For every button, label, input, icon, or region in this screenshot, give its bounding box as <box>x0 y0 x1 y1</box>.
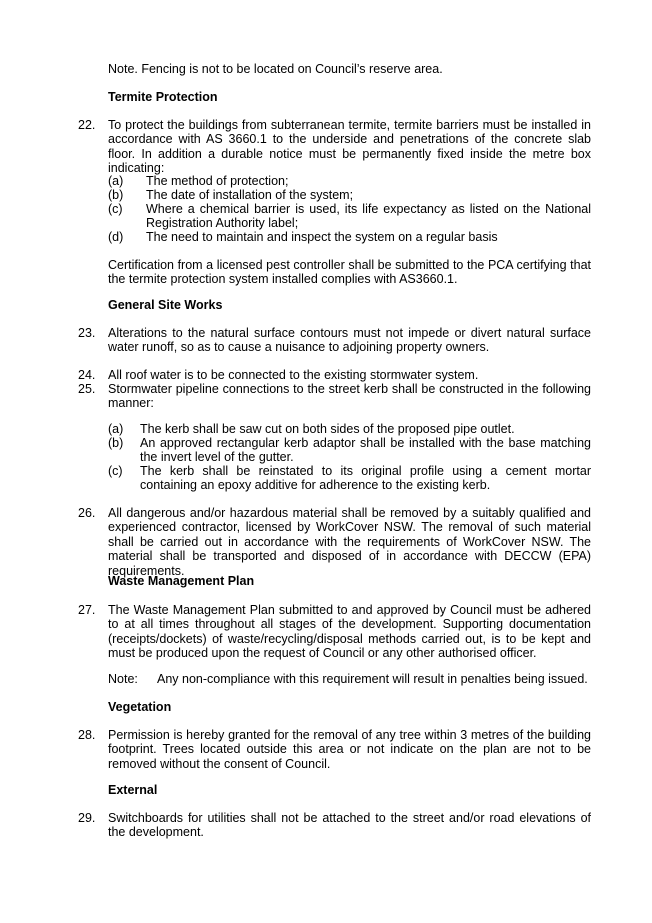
item-22-b-text: The date of installation of the system; <box>146 188 354 202</box>
item-27-text: The Waste Management Plan submitted to and approved by Council must be adhered to at all times throughout all stages of the development. Supporting documentation (receipts/dockets) of waste/recycling/disposal methods carried out, is to be kept and must be produced upon the request of Council or any other authorised officer. <box>108 603 591 661</box>
termite-heading: Termite Protection <box>108 90 218 104</box>
item-28-text: Permission is hereby granted for the removal of any tree within 3 metres of the building footprint. Trees located outside this area or not indicate on the plan are not to be removed without the consent of Council. <box>108 728 591 771</box>
item-22-c-text: Where a chemical barrier is used, its life expectancy as listed on the National Registration Authority label; <box>146 202 591 231</box>
item-28-number: 28. <box>78 728 96 742</box>
item-25-text: Stormwater pipeline connections to the street kerb shall be constructed in the following manner: <box>108 382 591 411</box>
waste-heading: Waste Management Plan <box>108 574 255 588</box>
item-22-text: To protect the buildings from subterranean termite, termite barriers must be installed in accordance with AS 3660.1 to the underside and penetrations of the concrete slab floor. In addition a durable notice must be permanently fixed inside the metre box indicating: <box>108 118 591 176</box>
waste-note-label: Note: <box>108 672 138 686</box>
vegetation-heading: Vegetation <box>108 700 172 714</box>
item-22-d-label: (d) <box>108 230 124 244</box>
item-25-number: 25. <box>78 382 96 396</box>
item-22-b-label: (b) <box>108 188 124 202</box>
item-26-number: 26. <box>78 506 96 520</box>
item-25-c-label: (c) <box>108 464 123 478</box>
item-22-d-text: The need to maintain and inspect the system on a regular basis <box>146 230 498 244</box>
external-heading: External <box>108 783 158 797</box>
item-23-text: Alterations to the natural surface contours must not impede or divert natural surface water runoff, so as to cause a nuisance to adjoining property owners. <box>108 326 591 355</box>
item-22-a-label: (a) <box>108 174 124 188</box>
item-26-text: All dangerous and/or hazardous material shall be removed by a suitably qualified and experienced contractor, licensed by WorkCover NSW. The removal of such material shall be carried out in accordance with the requirements of WorkCover NSW. The material shall be transported and disposed of in accordance with DECCW (EPA) requirements. <box>108 506 591 578</box>
certification-text: Certification from a licensed pest controller shall be submitted to the PCA certifying that the termite protection system installed complies with AS3660.1. <box>108 258 591 287</box>
item-22-a-text: The method of protection; <box>146 174 289 188</box>
waste-note-text: Any non-compliance with this requirement will result in penalties being issued. <box>157 672 588 686</box>
fencing-note: Note. Fencing is not to be located on Council’s reserve area. <box>108 62 443 76</box>
item-22-c-label: (c) <box>108 202 123 216</box>
item-27-number: 27. <box>78 603 96 617</box>
item-24-text: All roof water is to be connected to the existing stormwater system. <box>108 368 479 382</box>
item-23-number: 23. <box>78 326 96 340</box>
item-25-b-label: (b) <box>108 436 124 450</box>
item-25-a-text: The kerb shall be saw cut on both sides of the proposed pipe outlet. <box>140 422 515 436</box>
item-25-b-text: An approved rectangular kerb adaptor shall be installed with the base matching the invert level of the gutter. <box>140 436 591 465</box>
item-25-a-label: (a) <box>108 422 124 436</box>
item-24-number: 24. <box>78 368 96 382</box>
item-29-number: 29. <box>78 811 96 825</box>
item-22-number: 22. <box>78 118 96 132</box>
general-heading: General Site Works <box>108 298 223 312</box>
item-29-text: Switchboards for utilities shall not be attached to the street and/or road elevations of the development. <box>108 811 591 840</box>
item-25-c-text: The kerb shall be reinstated to its original profile using a cement mortar containing an epoxy additive for adherence to the existing kerb. <box>140 464 591 493</box>
